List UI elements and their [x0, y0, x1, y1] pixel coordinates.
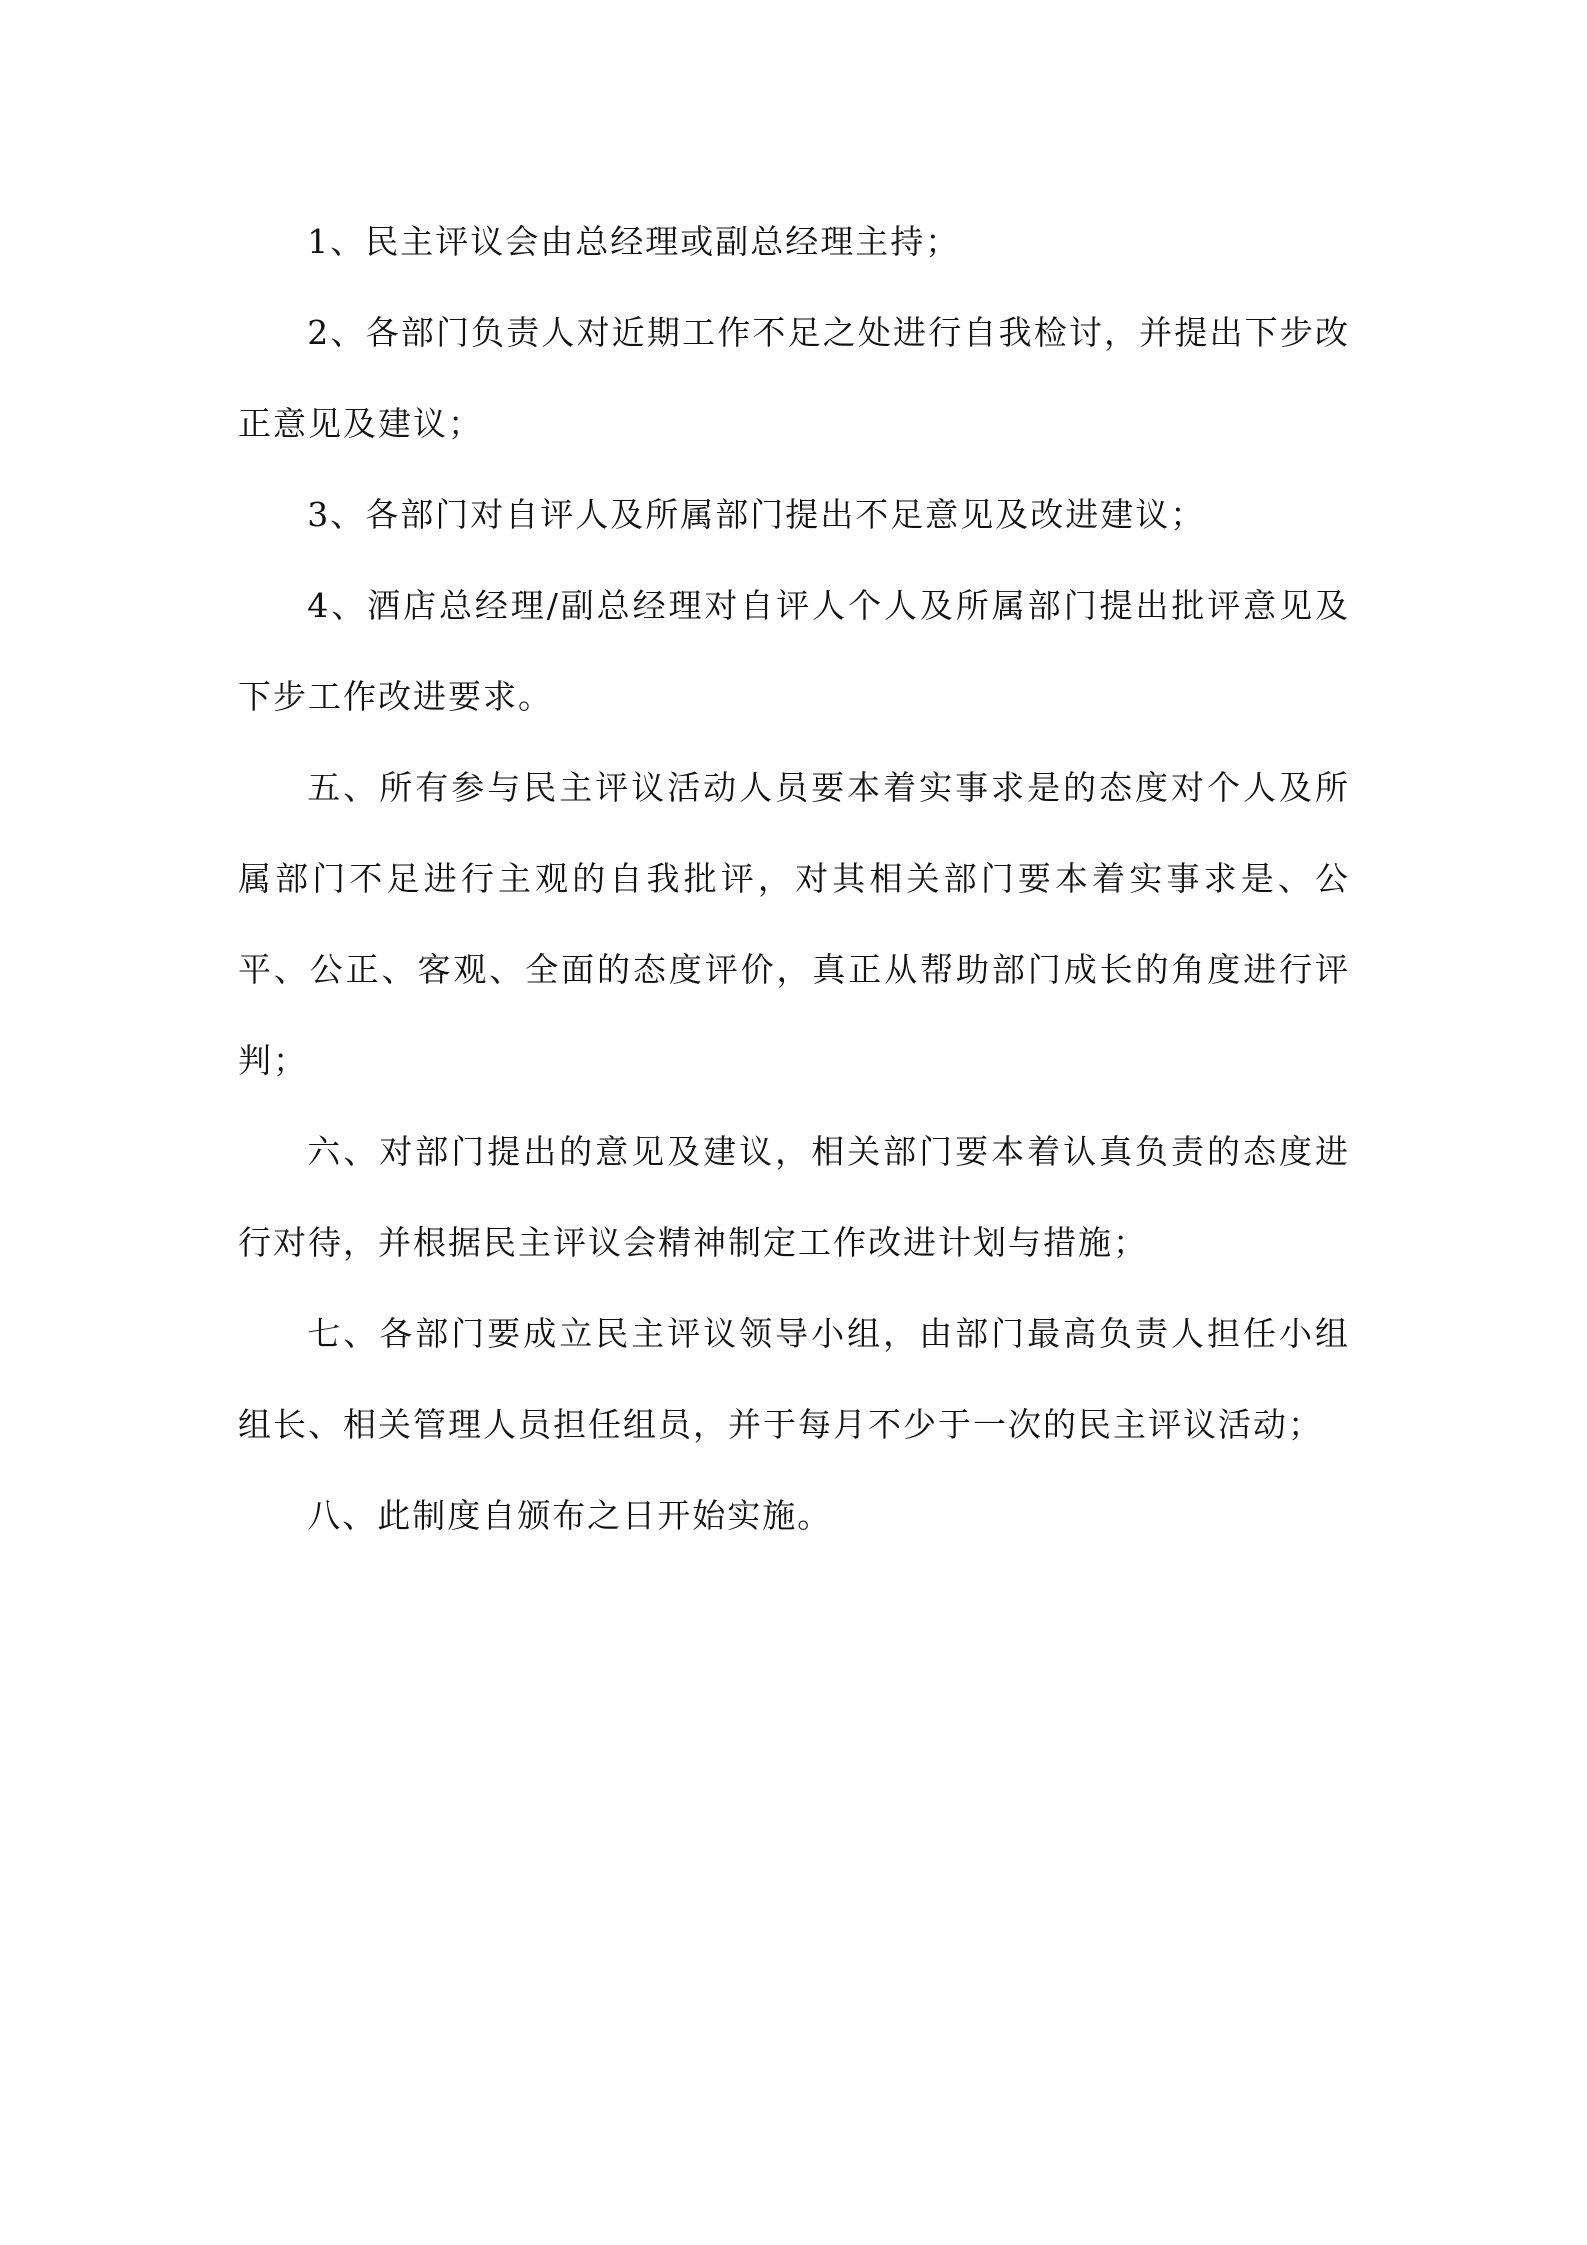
paragraph-6: 六、对部门提出的意见及建议，相关部门要本着认真负责的态度进行对待，并根据民主评议会精神制定工作改进计划与措施；	[238, 1132, 1350, 1262]
paragraph-8: 八、此制度自颁布之日开始实施。	[307, 1496, 833, 1535]
paragraph-4: 4、酒店总经理/副总经理对自评人个人及所属部门提出批评意见及下步工作改进要求。	[238, 586, 1350, 716]
paragraph-3: 3、各部门对自评人及所属部门提出不足意见及改进建议；	[307, 495, 1206, 534]
paragraph-5: 五、所有参与民主评议活动人员要本着实事求是的态度对个人及所属部门不足进行主观的自我批评，对其相关部门要本着实事求是、公平、公正、客观、全面的态度评价，真正从帮助部门成长的角度进行评判；	[238, 768, 1350, 1080]
paragraph-2: 2、各部门负责人对近期工作不足之处进行自我检讨，并提出下步改正意见及建议；	[238, 313, 1350, 443]
paragraph-7: 七、各部门要成立民主评议领导小组，由部门最高负责人担任小组组长、相关管理人员担任组员，并于每月不少于一次的民主评议活动；	[238, 1314, 1350, 1444]
document-body	[238, 196, 1350, 1561]
paragraph-1: 1、民主评议会由总经理或副总经理主持；	[307, 222, 961, 261]
